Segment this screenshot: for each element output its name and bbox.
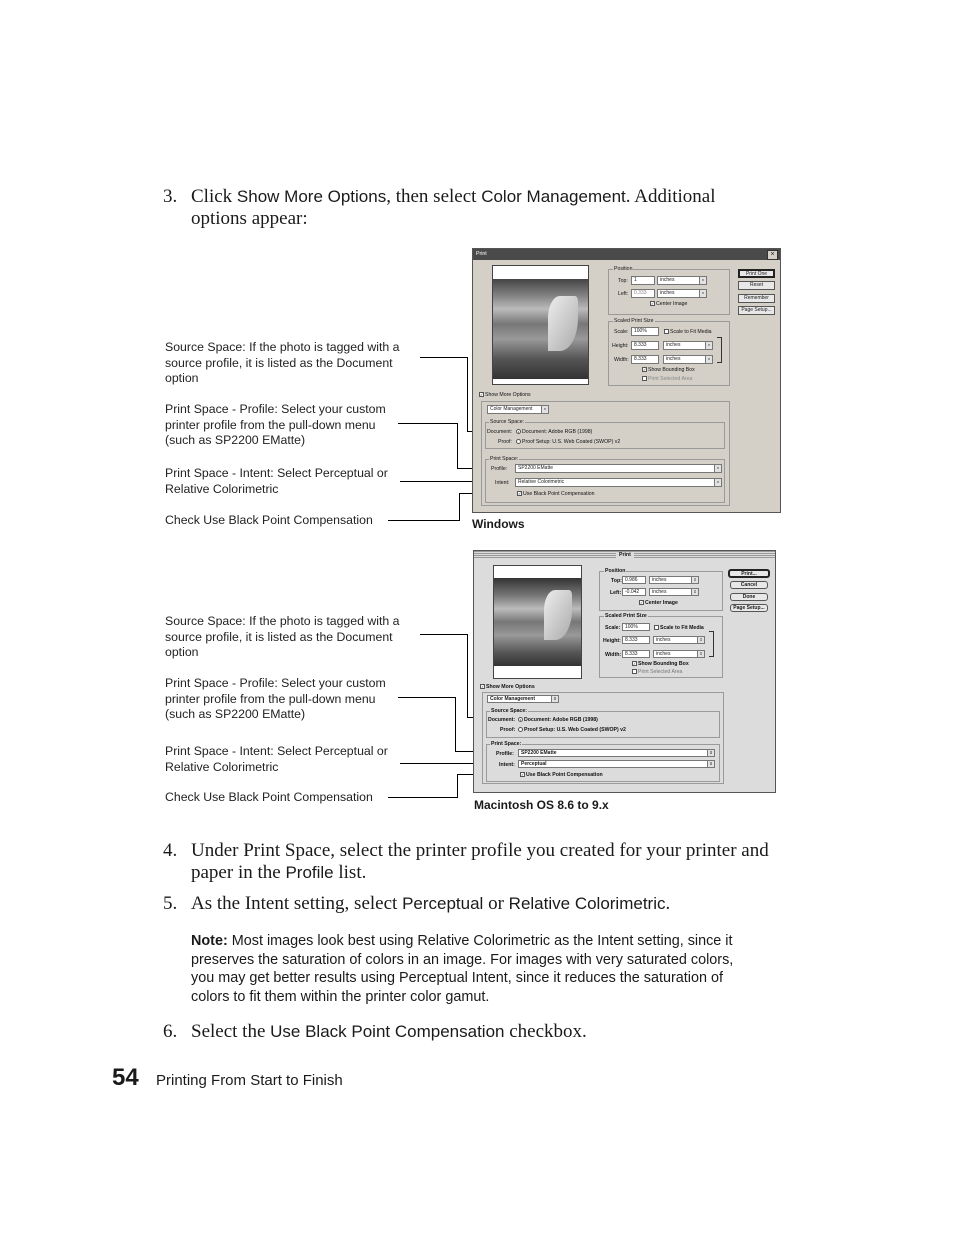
windows-print-dialog: Print × Position Top: 1 inches v Left: 0.333 inches v ✓ Center Image Scaled Print Size Scale: 100% Scale to Fit Media Height: 8.333 inches v Width: 8.333 inches v ✓ Show Bounding Box Print Selected Area Print One Reset Remember Page Setup... ✓ Show More Options Color Management v Source Space: Document: • Document: Adobe RGB (1998) Proof: Proof Setup: U.S. Web Coated (SWOP) v2 Print Space: Profile: SP2200 EMatte v Intent: Relative Colorimetric v ✓ Use Black Point Compensation xyxy=(472,248,781,513)
show-bounding-checkbox[interactable]: ✓ Show Bounding Box xyxy=(633,661,689,667)
leader-line xyxy=(457,774,458,798)
proof-radio[interactable]: Proof Setup: U.S. Web Coated (SWOP) v2 xyxy=(518,727,626,733)
chevron-down-icon: v xyxy=(699,277,706,284)
photo-preview xyxy=(492,265,589,385)
leader-line xyxy=(388,520,460,521)
leader-line xyxy=(467,357,468,431)
dialog-title: Print xyxy=(616,552,634,558)
top-unit-select[interactable]: inches ⇕ xyxy=(649,576,699,584)
checkbox-icon xyxy=(664,329,669,334)
step-5: 5. As the Intent setting, select Perceptual or Relative Colorimetric. xyxy=(163,893,671,914)
top-unit-select[interactable]: inches v xyxy=(657,276,707,285)
windows-caption: Windows xyxy=(472,517,525,531)
callout-print-profile: Print Space - Profile: Select your custom printer profile from the pull-down menu (such as SP2200 EMatte) xyxy=(165,402,386,447)
height-unit-select[interactable]: inches ⇕ xyxy=(653,636,705,644)
chevron-down-icon: v xyxy=(714,465,721,472)
print-selected-checkbox[interactable]: Print Selected Area xyxy=(632,669,682,675)
leader-line xyxy=(457,423,458,469)
page-number: 54 xyxy=(112,1064,139,1091)
chevron-down-icon: v xyxy=(699,290,706,297)
ui-label: Use Black Point Compensation xyxy=(270,1022,505,1041)
color-management-select[interactable]: Color Management ⇕ xyxy=(487,695,559,703)
document-radio[interactable]: • Document: Adobe RGB (1998) xyxy=(519,717,598,723)
page-setup-button[interactable]: Page Setup... xyxy=(730,604,768,612)
left-unit-select[interactable]: inches ⇕ xyxy=(649,588,699,596)
chevron-updown-icon: ⇕ xyxy=(691,577,698,583)
chevron-updown-icon: ⇕ xyxy=(551,696,558,702)
callout-print-profile-mac: Print Space - Profile: Select your custom printer profile from the pull-down menu (such as SP2200 EMatte) xyxy=(165,676,386,721)
left-unit-select[interactable]: inches v xyxy=(657,289,707,298)
left-field[interactable]: -0.042 xyxy=(622,588,646,596)
leader-line xyxy=(420,634,468,635)
radio-icon: • xyxy=(517,429,520,435)
proof-radio[interactable]: Proof Setup: U.S. Web Coated (SWOP) v2 xyxy=(516,439,620,445)
top-field[interactable]: 1 xyxy=(631,276,655,285)
radio-icon xyxy=(516,439,521,444)
left-field[interactable]: 0.333 xyxy=(631,289,655,298)
callout-print-intent-mac: Print Space - Intent: Select Perceptual or Relative Colorimetric xyxy=(165,744,388,774)
intent-select[interactable]: Perceptual ⇕ xyxy=(518,760,715,768)
step-number: 6. xyxy=(163,1021,178,1042)
checkbox-icon: ✓ xyxy=(651,301,655,307)
show-more-options-checkbox[interactable]: ✓ Show More Options xyxy=(481,684,535,690)
width-unit-select[interactable]: inches ⇕ xyxy=(653,650,705,658)
show-more-options-checkbox[interactable]: ✓ Show More Options xyxy=(480,392,531,398)
black-point-checkbox[interactable]: ✓ Use Black Point Compensation xyxy=(518,491,595,497)
link-bracket-icon xyxy=(709,631,714,657)
checkbox-icon xyxy=(654,625,659,630)
leader-line xyxy=(459,493,460,521)
photo-preview xyxy=(493,565,582,679)
print-selected-checkbox[interactable]: Print Selected Area xyxy=(642,376,692,382)
center-image-checkbox[interactable]: ✓ Center Image xyxy=(651,301,688,307)
callout-black-point-mac: Check Use Black Point Compensation xyxy=(165,790,373,804)
chevron-down-icon: v xyxy=(541,406,548,413)
ui-label: Show More Options xyxy=(236,187,387,206)
checkbox-icon: ✓ xyxy=(518,491,522,497)
leader-line xyxy=(467,634,468,718)
callout-print-intent: Print Space - Intent: Select Perceptual or Relative Colorimetric xyxy=(165,466,388,496)
width-field[interactable]: 8.333 xyxy=(622,650,650,658)
leader-line xyxy=(420,357,468,358)
note-block: Note: Most images look best using Relative Colorimetric as the Intent setting, since it preserves the saturation of colors in an image. For images with very saturated colors, you may get better results using Perceptual Intent, since it reduces the saturation of colors to fit them within the printer color gamut. xyxy=(191,933,734,1005)
leader-line xyxy=(455,697,456,752)
step-4: 4. Under Print Space, select the printer profile you created for your printer and paper in the Profile list. xyxy=(163,840,769,883)
chevron-down-icon: v xyxy=(714,479,721,486)
scale-field[interactable]: 100% xyxy=(631,327,659,336)
profile-select[interactable]: SP2200 EMatte ⇕ xyxy=(518,749,715,757)
done-button[interactable]: Done xyxy=(730,593,768,601)
step-number: 3. xyxy=(163,186,178,207)
step-number: 5. xyxy=(163,893,178,914)
leader-line xyxy=(388,797,458,798)
mac-caption: Macintosh OS 8.6 to 9.x xyxy=(474,798,609,812)
chevron-updown-icon: ⇕ xyxy=(697,651,704,657)
color-management-select[interactable]: Color Management v xyxy=(487,405,549,414)
step-6: 6. Select the Use Black Point Compensation checkbox. xyxy=(163,1021,587,1042)
step-number: 4. xyxy=(163,840,178,861)
chevron-updown-icon: ⇕ xyxy=(707,761,714,767)
step-3: 3. Click Show More Options, then select Color Management. Additional options appear: xyxy=(163,186,716,229)
leader-line xyxy=(398,697,456,698)
checkbox-icon: ✓ xyxy=(640,600,644,606)
checkbox-icon: ✓ xyxy=(633,661,637,667)
profile-select[interactable]: SP2200 EMatte v xyxy=(515,464,722,473)
checkbox-icon: ✓ xyxy=(643,367,647,373)
scale-field[interactable]: 100% xyxy=(622,623,650,631)
document-radio[interactable]: • Document: Adobe RGB (1998) xyxy=(517,429,593,435)
top-field[interactable]: 0.986 xyxy=(622,576,646,584)
chevron-updown-icon: ⇕ xyxy=(707,750,714,756)
ui-label: Perceptual xyxy=(402,894,484,913)
callout-source-space-mac: Source Space: If the photo is tagged with a source profile, it is listed as the Document option xyxy=(165,614,400,659)
chevron-updown-icon: ⇕ xyxy=(697,637,704,643)
radio-icon: • xyxy=(519,717,522,723)
width-unit-select[interactable]: inches v xyxy=(663,355,713,364)
callout-black-point: Check Use Black Point Compensation xyxy=(165,513,373,527)
show-bounding-checkbox[interactable]: ✓ Show Bounding Box xyxy=(643,367,695,373)
width-field[interactable]: 8.333 xyxy=(631,355,659,364)
ui-label: Relative Colorimetric xyxy=(508,894,666,913)
scale-to-fit-checkbox[interactable]: Scale to Fit Media xyxy=(654,625,704,631)
print-one-button[interactable]: Print One xyxy=(738,269,775,278)
title-bar xyxy=(473,249,780,260)
callout-source-space: Source Space: If the photo is tagged with a source profile, it is listed as the Document option xyxy=(165,340,400,385)
page-setup-button[interactable]: Page Setup... xyxy=(738,306,775,315)
remember-button[interactable]: Remember xyxy=(738,294,775,303)
radio-icon xyxy=(518,727,523,732)
checkbox-icon: ✓ xyxy=(521,772,525,778)
print-button[interactable]: Print... xyxy=(728,569,770,578)
height-field[interactable]: 8.333 xyxy=(622,636,650,644)
mac-print-dialog: Print Position Top: 0.986 inches ⇕ Left: -0.042 inches ⇕ ✓ Center Image Scaled Print Size Scale: 100% Scale to Fit Media Height: 8.333 inches ⇕ Width: 8.333 inches ⇕ ✓ Show Bounding Box Print Selected Area Print... Cancel Done Page Setup... ✓ Show More Options Color Management ⇕ Source Space: Document: • Document: Adobe RGB (1998) Proof: Proof Setup: U.S. Web Coated (SWOP) v2 Print Space: Profile: SP2200 EMatte ⇕ Intent: Perceptual ⇕ ✓ Use Black Point Compensation xyxy=(473,550,776,793)
chevron-down-icon: v xyxy=(705,342,712,349)
checkbox-icon xyxy=(642,376,647,381)
checkbox-icon: ✓ xyxy=(481,684,485,690)
leader-line xyxy=(398,423,458,424)
close-icon[interactable]: × xyxy=(767,250,778,260)
checkbox-icon: ✓ xyxy=(480,392,484,398)
chevron-updown-icon: ⇕ xyxy=(691,589,698,595)
source-space-group xyxy=(486,711,720,738)
note-label: Note: xyxy=(191,933,228,949)
chevron-down-icon: v xyxy=(705,356,712,363)
cancel-button[interactable]: Cancel xyxy=(730,581,768,589)
reset-button[interactable]: Reset xyxy=(738,281,775,290)
intent-select[interactable]: Relative Colorimetric v xyxy=(515,478,722,487)
height-field[interactable]: 8.333 xyxy=(631,341,659,350)
black-point-checkbox[interactable]: ✓ Use Black Point Compensation xyxy=(521,772,603,778)
center-image-checkbox[interactable]: ✓ Center Image xyxy=(640,600,678,606)
height-unit-select[interactable]: inches v xyxy=(663,341,713,350)
ui-label: Color Management xyxy=(481,187,626,206)
ui-label: Profile xyxy=(285,863,334,882)
checkbox-icon xyxy=(632,669,637,674)
section-title: Printing From Start to Finish xyxy=(156,1072,343,1089)
scale-to-fit-checkbox[interactable]: Scale to Fit Media xyxy=(664,329,712,335)
dialog-title: Print xyxy=(476,251,487,257)
link-bracket-icon xyxy=(717,337,722,363)
